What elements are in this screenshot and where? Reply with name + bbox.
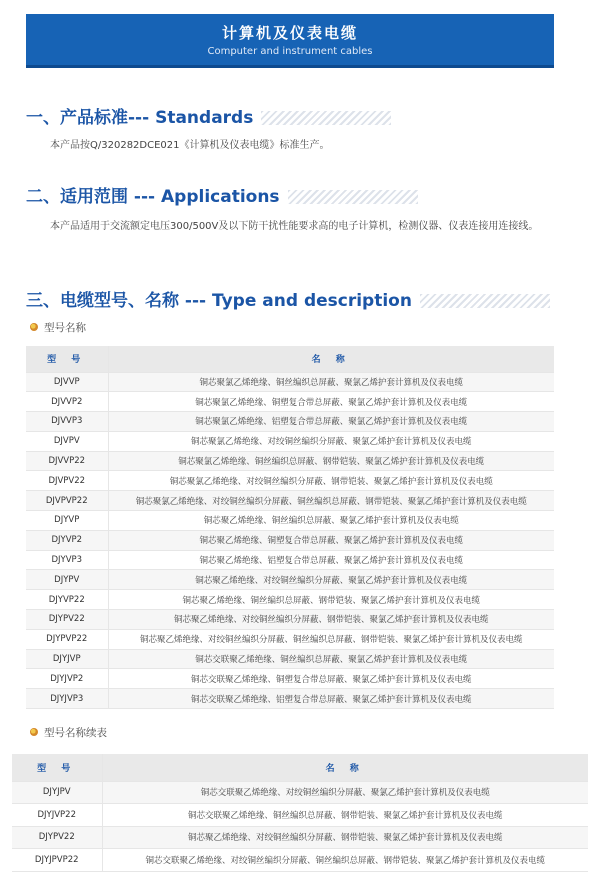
model-code: DJYJPV (12, 781, 102, 804)
table-row (26, 412, 554, 432)
section-applications-title (26, 186, 586, 208)
section-standards-title (26, 107, 586, 129)
model-code: DJYPV (26, 570, 108, 590)
table-row (26, 431, 554, 451)
model-description: 铜芯聚乙烯绝缘、铜塑复合带总屏蔽、聚氯乙烯护套计算机及仪表电缆 (108, 530, 554, 550)
model-description: 铜芯聚氯乙烯绝缘、对绞铜丝编织分屏蔽、钢带铠装、聚氯乙烯护套计算机及仪表电缆 (108, 471, 554, 491)
table-row (26, 669, 554, 689)
table-row (26, 491, 554, 511)
model-description: 铜芯聚氯乙烯绝缘、铝塑复合带总屏蔽、聚氯乙烯护套计算机及仪表电缆 (108, 412, 554, 432)
model-code: DJYJVP3 (26, 689, 108, 709)
model-description: 铜芯聚氯乙烯绝缘、铜丝编织总屏蔽、钢带铠装、聚氯乙烯护套计算机及仪表电缆 (108, 451, 554, 471)
bullet-icon (30, 323, 38, 331)
model-table-body (26, 372, 554, 709)
table-row (26, 590, 554, 610)
model-code: DJYVP (26, 511, 108, 531)
model-table-continued-body (12, 781, 588, 871)
model-description: 铜芯交联聚乙烯绝缘、铝塑复合带总屏蔽、聚氯乙烯护套计算机及仪表电缆 (108, 689, 554, 709)
model-code: DJYJVP2 (26, 669, 108, 689)
table1-label-text: 型号名称 (44, 322, 86, 334)
model-code: DJVPVP22 (26, 491, 108, 511)
model-description: 铜芯聚氯乙烯绝缘、对绞铜丝编织分屏蔽、铜丝编织总屏蔽、钢带铠装、聚氯乙烯护套计算机及仪表电缆 (108, 491, 554, 511)
section-type-title (26, 290, 586, 312)
bullet-icon (30, 728, 38, 736)
model-description: 铜芯聚氯乙烯绝缘、铜丝编织总屏蔽、聚氯乙烯护套计算机及仪表电缆 (108, 372, 554, 392)
hatch-decoration (288, 190, 418, 204)
table-row (26, 451, 554, 471)
table-row (26, 511, 554, 531)
model-code: DJYPV22 (26, 610, 108, 630)
model-code: DJVVP (26, 372, 108, 392)
applications-text: 本产品适用于交流额定电压300/500V及以下防干扰性能要求高的电子计算机，检测仪器、仪表连接用连接线。 (50, 221, 539, 232)
model-description: 铜芯交联聚乙烯绝缘、对绞铜丝编织分屏蔽、铜丝编织总屏蔽、钢带铠装、聚氯乙烯护套计算机及仪表电缆 (102, 849, 588, 872)
header-name: 名 称 (102, 754, 588, 781)
model-code: DJVVP2 (26, 392, 108, 412)
model-code: DJVPV (26, 431, 108, 451)
table-row (26, 610, 554, 630)
table-row (26, 570, 554, 590)
model-description: 铜芯聚乙烯绝缘、对绞铜丝编织分屏蔽、钢带铠装、聚氯乙烯护套计算机及仪表电缆 (102, 826, 588, 849)
model-code: DJYJVP22 (12, 804, 102, 827)
model-description: 铜芯聚乙烯绝缘、铝塑复合带总屏蔽、聚氯乙烯护套计算机及仪表电缆 (108, 550, 554, 570)
table2-label-text: 型号名称续表 (44, 727, 107, 739)
model-code: DJYPV22 (12, 826, 102, 849)
banner-title: 计算机及仪表电缆 (221, 24, 358, 42)
header-model: 型 号 (26, 346, 108, 372)
table1-label (30, 321, 86, 335)
header-name: 名 称 (108, 346, 554, 372)
model-description: 铜芯聚乙烯绝缘、对绞铜丝编织分屏蔽、钢带铠装、聚氯乙烯护套计算机及仪表电缆 (108, 610, 554, 630)
model-description: 铜芯交联聚乙烯绝缘、铜丝编织总屏蔽、钢带铠装、聚氯乙烯护套计算机及仪表电缆 (102, 804, 588, 827)
model-description: 铜芯聚乙烯绝缘、对绞铜丝编织分屏蔽、铜丝编织总屏蔽、钢带铠装、聚氯乙烯护套计算机及仪表电缆 (108, 629, 554, 649)
table-row (26, 629, 554, 649)
model-description: 铜芯聚氯乙烯绝缘、铜塑复合带总屏蔽、聚氯乙烯护套计算机及仪表电缆 (108, 392, 554, 412)
table-row (12, 849, 588, 872)
table-row (26, 392, 554, 412)
model-code: DJYJVP (26, 649, 108, 669)
table-row (12, 804, 588, 827)
banner-subtitle: Computer and instrument cables (207, 46, 373, 57)
section-standards-heading: 一、产品标准--- Standards (26, 108, 254, 128)
model-description: 铜芯聚乙烯绝缘、铜丝编织总屏蔽、聚氯乙烯护套计算机及仪表电缆 (108, 511, 554, 531)
model-table (26, 346, 554, 709)
table-row (26, 530, 554, 550)
model-description: 铜芯交联聚乙烯绝缘、铜丝编织总屏蔽、聚氯乙烯护套计算机及仪表电缆 (108, 649, 554, 669)
hatch-decoration (420, 294, 550, 308)
model-code: DJYVP22 (26, 590, 108, 610)
table-row (26, 689, 554, 709)
model-code: DJVVP22 (26, 451, 108, 471)
section-applications-heading: 二、适用范围 --- Applications (26, 187, 280, 207)
model-description: 铜芯交联聚乙烯绝缘、铜塑复合带总屏蔽、聚氯乙烯护套计算机及仪表电缆 (108, 669, 554, 689)
standards-text: 本产品按Q/320282DCE021《计算机及仪表电缆》标准生产。 (50, 140, 330, 151)
header-model: 型 号 (12, 754, 102, 781)
hatch-decoration (261, 111, 391, 125)
model-code: DJYPVP22 (26, 629, 108, 649)
model-code: DJYVP3 (26, 550, 108, 570)
table-row (26, 649, 554, 669)
section-type-heading: 三、电缆型号、名称 --- Type and description (26, 291, 412, 311)
table2-label (30, 726, 107, 740)
table-row (12, 781, 588, 804)
table-row (26, 550, 554, 570)
model-code: DJYJPVP22 (12, 849, 102, 872)
model-description: 铜芯聚乙烯绝缘、铜丝编织总屏蔽、钢带铠装、聚氯乙烯护套计算机及仪表电缆 (108, 590, 554, 610)
model-code: DJYVP2 (26, 530, 108, 550)
model-code: DJVPV22 (26, 471, 108, 491)
model-table-continued (12, 754, 588, 872)
table-row (12, 826, 588, 849)
table-row (26, 372, 554, 392)
model-description: 铜芯聚氯乙烯绝缘、对绞铜丝编织分屏蔽、聚氯乙烯护套计算机及仪表电缆 (108, 431, 554, 451)
model-description: 铜芯交联聚乙烯绝缘、对绞铜丝编织分屏蔽、聚氯乙烯护套计算机及仪表电缆 (102, 781, 588, 804)
title-banner (26, 14, 554, 68)
model-code: DJVVP3 (26, 412, 108, 432)
table-row (26, 471, 554, 491)
model-description: 铜芯聚乙烯绝缘、对绞铜丝编织分屏蔽、聚氯乙烯护套计算机及仪表电缆 (108, 570, 554, 590)
